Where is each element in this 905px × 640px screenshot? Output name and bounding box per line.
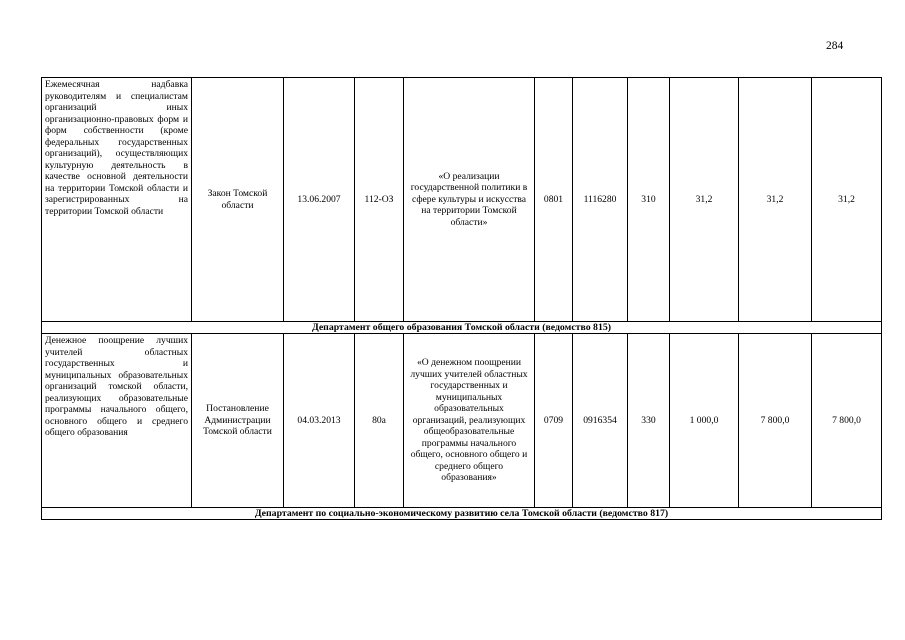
- amount-cell-3: 7 800,0: [812, 334, 882, 508]
- section-code-cell: 0801: [535, 78, 573, 322]
- department-header-row: [42, 322, 882, 334]
- department-header-row: [42, 508, 882, 520]
- amount-cell-2: 31,2: [739, 78, 812, 322]
- act-title-cell: «О реализации государственной политики в сфере культуры и искусства на территории Томской области»: [404, 78, 535, 322]
- budget-table: [41, 77, 882, 520]
- act-number-cell: 112-ОЗ: [355, 78, 404, 322]
- section-code-cell: 0709: [535, 334, 573, 508]
- act-number-cell: 80а: [355, 334, 404, 508]
- target-code-cell: 0916354: [573, 334, 628, 508]
- amount-cell-2: 7 800,0: [739, 334, 812, 508]
- page-number: 284: [826, 40, 844, 52]
- department-title: Департамент общего образования Томской области (ведомство 815): [42, 322, 882, 334]
- act-date-cell: 13.06.2007: [284, 78, 355, 322]
- description-cell: Денежное поощрение лучших учителей областных государственных и муниципальных образовательных организаций томской области, реализующих образовательные программы начального общего, основного общего и среднего общего образования: [42, 334, 192, 508]
- amount-cell-1: 31,2: [670, 78, 739, 322]
- act-type-cell: Постановление Администрации Томской области: [192, 334, 284, 508]
- amount-cell-1: 1 000,0: [670, 334, 739, 508]
- description-cell: Ежемесячная надбавка руководителям и специалистам организаций иных организационно-правовых форм и форм собственности (кроме федеральных государственных организаций), осуществляющих культурную деятельность в качестве основной деятельности на территории Томской области и зарегистрированных на территории Томской области: [42, 78, 192, 322]
- table-row: [42, 334, 882, 508]
- act-date-cell: 04.03.2013: [284, 334, 355, 508]
- act-type-cell: Закон Томской области: [192, 78, 284, 322]
- act-title-cell: «О денежном поощрении лучших учителей областных государственных и муниципальных образовательных организаций, реализующих общеобразовательные программы начального общего, основного общего и среднего общего образования»: [404, 334, 535, 508]
- kind-code-cell: 330: [628, 334, 670, 508]
- amount-cell-3: 31,2: [812, 78, 882, 322]
- target-code-cell: 1116280: [573, 78, 628, 322]
- kind-code-cell: 310: [628, 78, 670, 322]
- department-title: Департамент по социально-экономическому развитию села Томской области (ведомство 817): [42, 508, 882, 520]
- table-row: [42, 78, 882, 322]
